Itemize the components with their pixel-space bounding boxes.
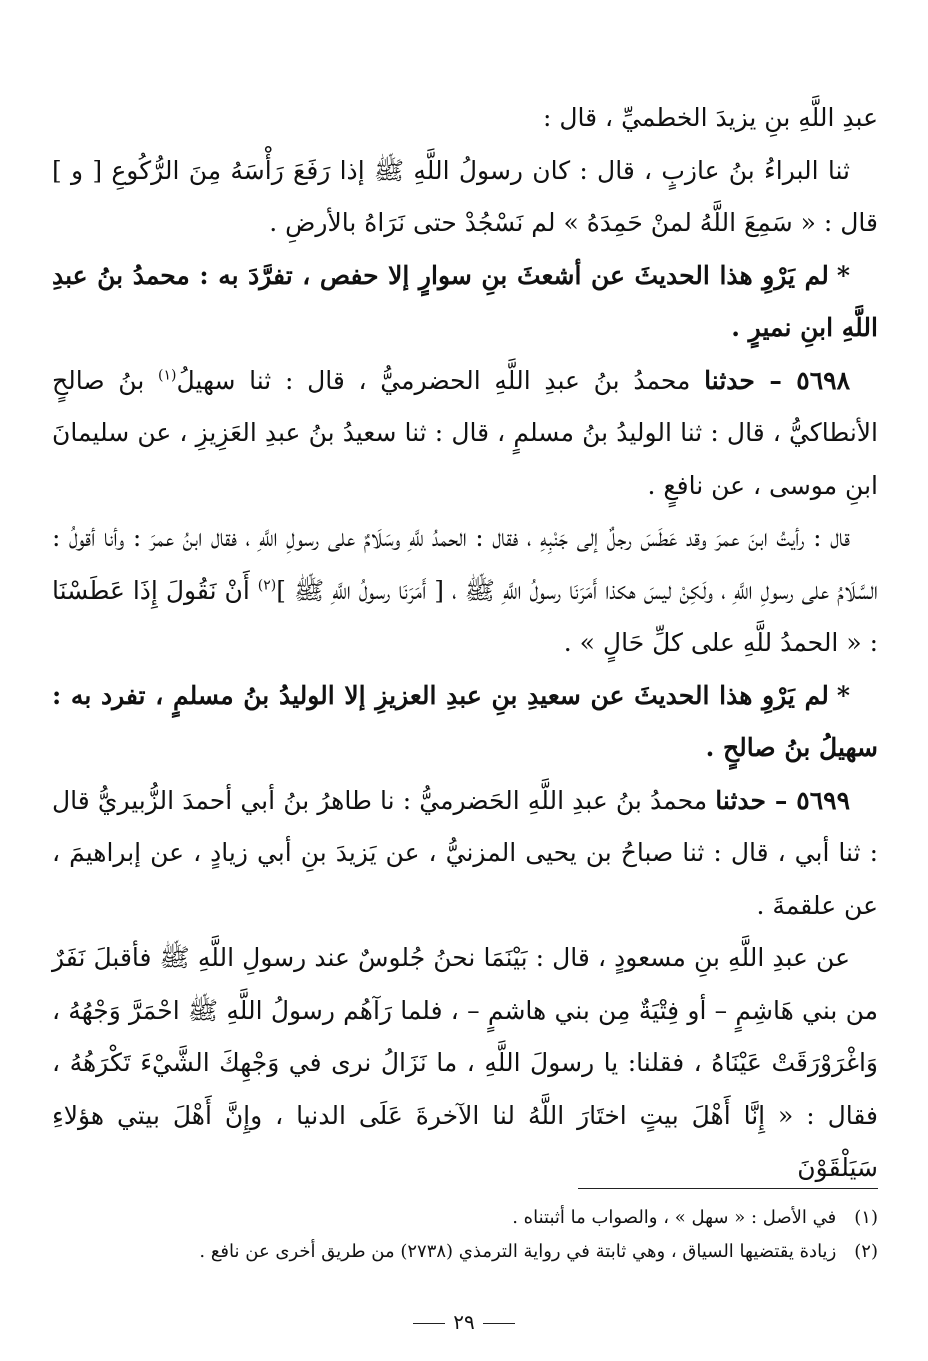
page-number (0, 1310, 928, 1334)
paragraph-hadith-5698 (52, 355, 878, 513)
footnote-2 (52, 1235, 878, 1269)
footnote-number: (١) (854, 1207, 878, 1228)
footnote-number: (٢) (854, 1241, 878, 1262)
paragraph-matn-5699 (52, 932, 878, 1195)
paragraph-text: ثنا البراءُ بنُ عازبٍ ، قال : كان رسولُ اللَّهِ ﷺ إذا رَفَعَ رَأْسَهُ مِنَ الرُّكُوعِ [ و ] قال : « سَمِعَ اللَّهُ لمنْ حَمِدَهُ » لم نَسْجُدْ حتى نَرَاهُ بالأرضِ . (52, 155, 878, 237)
paragraph-matn-5698 (52, 512, 878, 670)
paragraph-text: أَنْ نَقُولَ إِذَا عَطَسْنَا : « الحمدُ للَّهِ على كلِّ حَالٍ » . (52, 575, 878, 657)
footnotes (52, 1188, 878, 1269)
hadith-number: ٥٦٩٨ – حدثنا (704, 365, 851, 395)
star-marker: * (836, 260, 850, 290)
paragraph-text: محمدُ بنُ عبدِ اللَّهِ الحَضرميُّ : نا طاهرُ بنُ أبي أحمدَ الزُّبيريُّ قال : ثنا أبي ، قال : ثنا صباحُ بن يحيى المزنيُّ ، عن يَزيدَ بنِ أبي زيادٍ ، عن إبراهيمَ ، عن علقمةَ . (52, 785, 878, 920)
note-paragraph-1 (52, 250, 878, 355)
footnote-ref: (١) (158, 367, 177, 384)
paragraph-chain-start (52, 92, 878, 145)
paragraph-text: عبدِ اللَّهِ بنِ يزيدَ الخطميِّ ، قال : (543, 103, 878, 132)
dash-left (483, 1323, 515, 1324)
paragraph-hadith-5697 (52, 145, 878, 250)
dash-right (413, 1323, 445, 1324)
footnote-1 (52, 1201, 878, 1235)
page-number-text: ٢٩ (453, 1310, 475, 1334)
footnote-text: زيادة يقتضيها السياق ، وهي ثابتة في رواية الترمذي (٢٧٣٨) من طريق أخرى عن نافع . (199, 1241, 837, 1262)
footnote-ref: (٢) (257, 577, 277, 594)
hadith-number: ٥٦٩٩ – حدثنا (715, 785, 850, 815)
footnote-text: في الأصل : « سهل » ، والصواب ما أثبتناه . (512, 1207, 837, 1228)
paragraph-text: عن عبدِ اللَّهِ بنِ مسعودٍ ، قال : بَيْنَمَا نحنُ جُلوسٌ عند رسولِ اللَّهِ ﷺ فأقبلَ نَفَرٌ من بني هَاشِمٍ – أو فِتْيَةٌ مِن بني هاشمٍ – ، فلما رَآهُم رسولُ اللَّهِ ﷺ احْمَرَّ وَجْهُهُ ، وَاغْرَوْرَقَتْ عَيْنَاهُ ، فقلنا: يا رسولَ اللَّهِ ، ما نَزَالُ نرى في وَجْهِكَ الشَّيْءَ تَكْرَهُهُ ، فقال : « إِنَّا أَهْلَ بيتٍ اختَارَ اللَّهُ لنا الآخرةَ عَلَى الدنيا ، وإِنَّ أَهْلَ بيتي هؤلاءِ سَيَلْقَوْنَ (52, 943, 878, 1182)
paragraph-hadith-5699 (52, 775, 878, 933)
star-marker: * (836, 680, 850, 710)
note-paragraph-2 (52, 670, 878, 775)
paragraph-text: محمدُ بنُ عبدِ اللَّهِ الحضرميُّ ، قال : ثنا سهيلُ (176, 365, 691, 395)
page-body (52, 92, 878, 1195)
footnote-divider (578, 1188, 878, 1189)
paragraph-text: بنُ صالحٍ الأنطاكيُّ ، قال : ثنا الوليدُ بنُ مسلمٍ ، قال : ثنا سعيدُ بنُ عبدِ العَزِيزِ ، عن سليمانَ ابنِ موسى ، عن نافعٍ . (52, 365, 878, 500)
paragraph-text: لم يَرْوِ هذا الحديثَ عن أشعثَ بنِ سوارٍ إلا حفص ، تفرَّدَ به : محمدُ بنُ عبدِ اللَّهِ ابنِ نميرٍ . (52, 260, 878, 342)
paragraph-text: لم يَرْوِ هذا الحديثَ عن سعيدِ بنِ عبدِ العزيزِ إلا الوليدُ بنُ مسلمٍ ، تفرد به : سهيلُ بنُ صالحٍ . (52, 680, 878, 762)
paragraph-text: قال : رأيتُ ابنَ عمرَ وقد عَطَسَ رجلٌ إلى جَنْبِهِ ، فقال : الحمدُ للَّهِ وسَلَامٌ على رسولِ اللَّهِ ، فقال ابنُ عمرَ : وأنا أقولُ : السَّلَامُ على رسولِ اللَّهِ ، ولَكِنْ ليسَ هكذا أَمَرَنَا رسولُ اللَّهِ ﷺ ، [ أَمَرَنَا رسولُ اللَّهِ ﷺ ] (52, 523, 878, 605)
